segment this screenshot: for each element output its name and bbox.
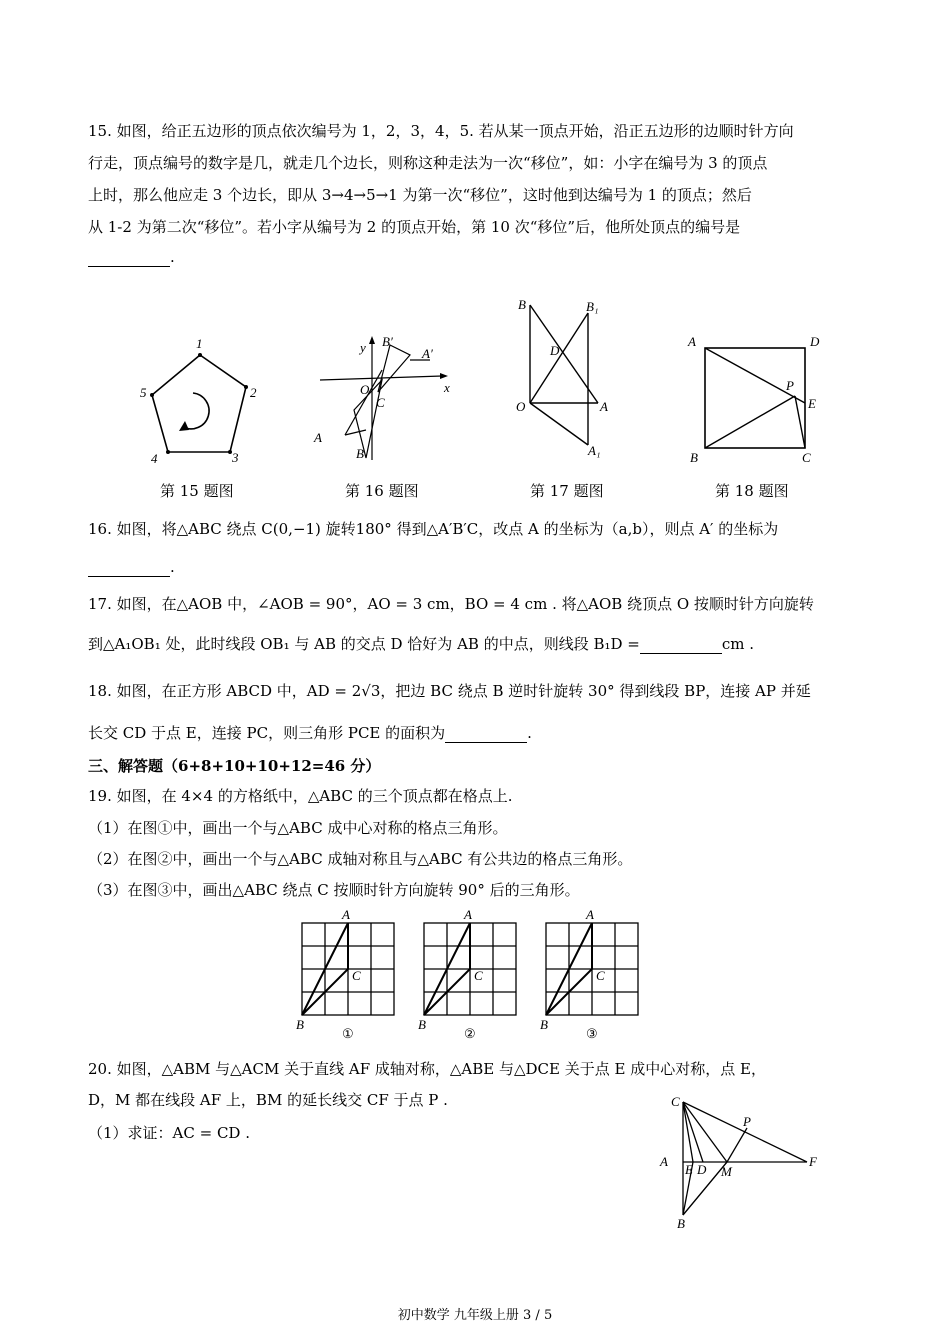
label-B: B	[296, 1017, 304, 1032]
figure-17-triangles	[510, 295, 625, 465]
label-E: E	[808, 396, 816, 411]
q15-line2: 行走，顶点编号的数字是几，就走几个边长，则称这种走法为一次“移位”，如：小字在编号为 3 的顶点	[88, 154, 768, 172]
page-footer: 初中数学 九年级上册 3 / 5	[397, 1308, 553, 1323]
label-A: A	[342, 907, 350, 922]
q20-line3: （1）求证：AC = CD .	[88, 1124, 250, 1142]
label-A: A	[660, 1154, 668, 1169]
q17-line1: 17. 如图，在△AOB 中，∠AOB = 90°，AO = 3 cm，BO = 4 cm . 将△AOB 绕顶点 O 按顺时针方向旋转	[88, 595, 814, 613]
answer-blank[interactable]	[640, 635, 722, 654]
q18-line1: 18. 如图，在正方形 ABCD 中，AD = 2√3，把边 BC 绕点 B 逆时针旋转 30° 得到线段 BP，连接 AP 并延	[88, 682, 811, 700]
grid-number-3: ③	[586, 1026, 598, 1041]
vertex-label-5: 5	[140, 385, 147, 400]
grid-figure-2	[414, 905, 524, 1043]
label-B: B	[540, 1017, 548, 1032]
label-B1: B₁	[586, 299, 599, 314]
q16-line1: 16. 如图，将△ABC 绕点 C(0,−1) 旋转180° 得到△A′B′C，改点 A 的坐标为（a,b），则点 A′ 的坐标为	[88, 520, 779, 538]
label-E: E	[685, 1162, 693, 1177]
q15-line1: 15. 如图，给正五边形的顶点依次编号为 1，2，3，4，5. 若从某一顶点开始，沿正五边形的边顺时针方向	[88, 122, 794, 140]
figure-20	[655, 1090, 835, 1230]
q17-unit: cm .	[721, 635, 755, 653]
answer-blank[interactable]	[445, 724, 527, 743]
label-C: C	[802, 450, 811, 465]
grid-figure-3	[536, 905, 646, 1043]
label-P: P	[786, 378, 794, 393]
axis-label-x: x	[444, 380, 450, 395]
clockwise-arrow-icon	[183, 393, 209, 429]
figure-18-square	[680, 328, 830, 468]
label-C: C	[596, 968, 605, 983]
vertex-label-4: 4	[151, 451, 158, 465]
q15-line3: 上时，那么他应走 3 个边长，即从 3→4→5→1 为第一次“移位”，这时他到达编号为 1 的顶点；然后	[88, 186, 752, 204]
label-D: D	[550, 343, 560, 358]
label-A: A	[314, 430, 322, 445]
label-B: B	[418, 1017, 426, 1032]
q18-line2	[88, 722, 532, 743]
figure-17-caption: 第 17 题图	[530, 482, 604, 500]
label-C: C	[671, 1094, 680, 1109]
q19-line4: （3）在图③中，画出△ABC 绕点 C 按顺时针方向旋转 90° 后的三角形。	[88, 881, 580, 899]
label-D: D	[697, 1162, 707, 1177]
axis-label-y: y	[360, 340, 366, 355]
q17-line2	[88, 633, 754, 654]
grid-figure-1	[292, 905, 402, 1043]
vertex-label-3: 3	[232, 450, 239, 465]
label-A: A	[586, 907, 594, 922]
figure-15-pentagon	[135, 335, 265, 465]
label-B-prime: B′	[382, 334, 393, 349]
label-B: B	[677, 1216, 685, 1230]
figure-16-caption: 第 16 题图	[345, 482, 419, 500]
q15-line5	[88, 248, 175, 267]
label-F: F	[809, 1154, 817, 1169]
q16-line2	[88, 558, 175, 577]
label-M: M	[721, 1164, 732, 1179]
label-B: B	[518, 297, 526, 312]
grid-number-2: ②	[464, 1026, 476, 1041]
answer-blank[interactable]	[88, 248, 170, 267]
grid-number-1: ①	[342, 1026, 354, 1041]
q20-line1: 20. 如图，△ABM 与△ACM 关于直线 AF 成轴对称，△ABE 与△DCE 关于点 E 成中心对称，点 E，	[88, 1060, 766, 1078]
label-A: A	[688, 334, 696, 349]
section-heading: 三、解答题（6+8+10+10+12=46 分）	[88, 757, 381, 775]
q18-text: 长交 CD 于点 E，连接 PC，则三角形 PCE 的面积为	[88, 724, 446, 742]
label-A: A	[464, 907, 472, 922]
label-O: O	[516, 399, 526, 414]
label-C: C	[352, 968, 361, 983]
q16-period: .	[170, 558, 175, 576]
q19-line1: 19. 如图，在 4×4 的方格纸中，△ABC 的三个顶点都在格点上.	[88, 787, 513, 805]
q15-line4: 从 1-2 为第二次“移位”。若小字从编号为 2 的顶点开始，第 10 次“移位”后，他所处顶点的编号是	[88, 218, 741, 236]
label-D: D	[810, 334, 820, 349]
label-A1: A₁	[588, 443, 601, 458]
q15-period: .	[170, 248, 175, 266]
q20-line2: D，M 都在线段 AF 上，BM 的延长线交 CF 于点 P .	[88, 1091, 448, 1109]
q19-line2: （1）在图①中，画出一个与△ABC 成中心对称的格点三角形。	[88, 819, 508, 837]
figure-18-caption: 第 18 题图	[715, 482, 789, 500]
answer-blank[interactable]	[88, 558, 170, 577]
figure-16-coordinate	[310, 330, 460, 465]
vertex-label-2: 2	[250, 385, 257, 400]
label-A: A	[600, 399, 608, 414]
q18-period: .	[527, 724, 532, 742]
q17-text: 到△A₁OB₁ 处，此时线段 OB₁ 与 AB 的交点 D 恰好为 AB 的中点，则线段 B₁D =	[88, 635, 640, 653]
label-B: B	[690, 450, 698, 465]
label-O: O	[360, 382, 370, 397]
figure-15-caption: 第 15 题图	[160, 482, 234, 500]
q19-line3: （2）在图②中，画出一个与△ABC 成轴对称且与△ABC 有公共边的格点三角形。	[88, 850, 633, 868]
label-B: B	[356, 446, 364, 461]
label-P: P	[743, 1114, 751, 1129]
vertex-label-1: 1	[196, 336, 203, 351]
label-C: C	[376, 395, 385, 410]
label-C: C	[474, 968, 483, 983]
label-A-prime: A′	[422, 346, 433, 361]
